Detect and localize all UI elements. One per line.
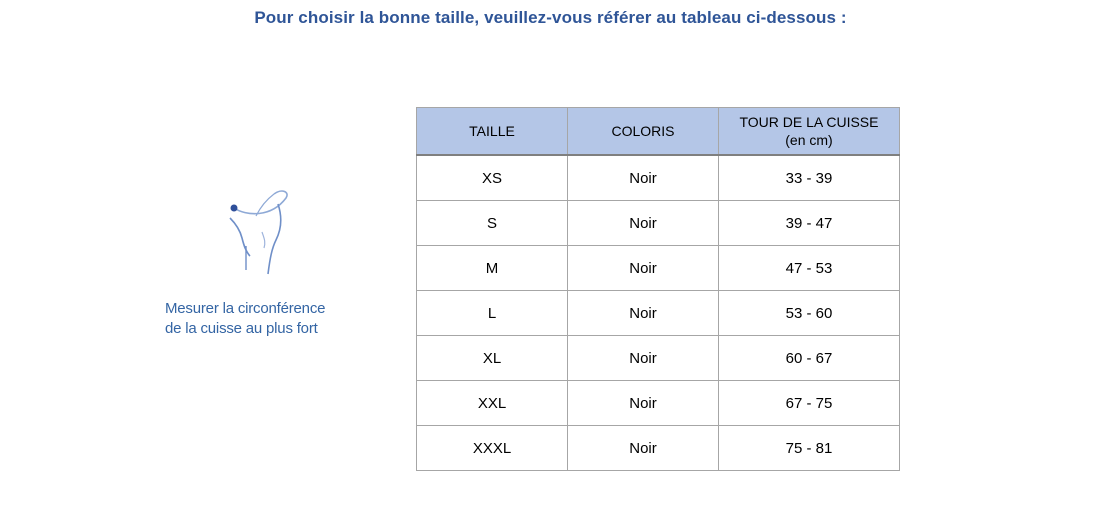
cell-tour: 47 - 53	[719, 246, 900, 291]
cell-taille: XXL	[417, 381, 568, 426]
thigh-measure-icon	[216, 186, 296, 278]
table-row	[417, 201, 900, 246]
cell-tour: 39 - 47	[719, 201, 900, 246]
cell-coloris: Noir	[568, 336, 719, 381]
header-coloris: COLORIS	[568, 108, 719, 156]
measure-instruction	[165, 299, 385, 339]
page-title: Pour choisir la bonne taille, veuillez-vous référer au tableau ci-dessous :	[254, 8, 847, 27]
table-row	[417, 155, 900, 201]
cell-coloris: Noir	[568, 201, 719, 246]
cell-tour: 75 - 81	[719, 426, 900, 471]
cell-tour: 60 - 67	[719, 336, 900, 381]
table-row	[417, 426, 900, 471]
cell-tour: 53 - 60	[719, 291, 900, 336]
table-row	[417, 246, 900, 291]
header-tour-cuisse-line-2: (en cm)	[785, 132, 833, 148]
cell-coloris: Noir	[568, 291, 719, 336]
header-taille: TAILLE	[417, 108, 568, 156]
cell-taille: S	[417, 201, 568, 246]
cell-coloris: Noir	[568, 381, 719, 426]
size-table	[416, 107, 900, 471]
cell-taille: XS	[417, 155, 568, 201]
cell-taille: XXXL	[417, 426, 568, 471]
cell-coloris: Noir	[568, 426, 719, 471]
cell-tour: 33 - 39	[719, 155, 900, 201]
cell-taille: L	[417, 291, 568, 336]
header-tour-cuisse-line-1: TOUR DE LA CUISSE	[739, 114, 879, 130]
measure-instruction-line-2: de la cuisse au plus fort	[165, 320, 318, 337]
table-row	[417, 336, 900, 381]
cell-taille: XL	[417, 336, 568, 381]
cell-taille: M	[417, 246, 568, 291]
header-tour-cuisse	[719, 108, 900, 156]
cell-tour: 67 - 75	[719, 381, 900, 426]
measure-instruction-line-1: Mesurer la circonférence	[165, 300, 326, 317]
size-table-header	[417, 108, 900, 156]
table-row	[417, 291, 900, 336]
cell-coloris: Noir	[568, 246, 719, 291]
table-row	[417, 381, 900, 426]
cell-coloris: Noir	[568, 155, 719, 201]
